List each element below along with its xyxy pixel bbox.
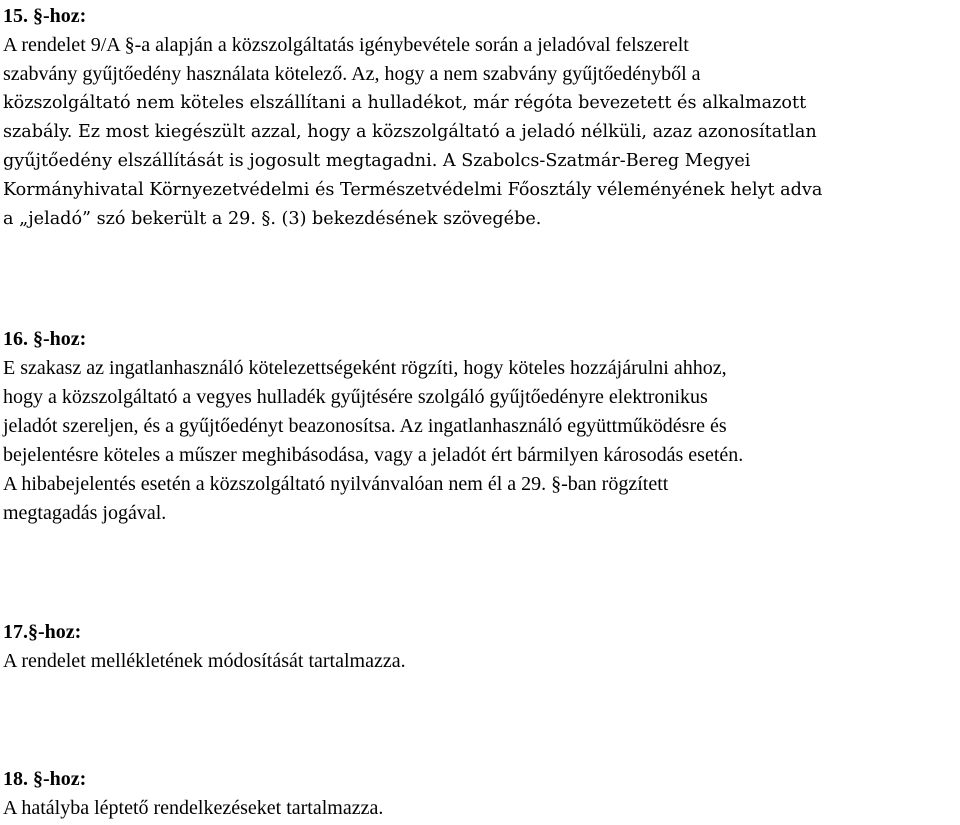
paragraph-line: A rendelet 9/A §-a alapján a közszolgáltatás igénybevétele során a jeladóval felszerelt <box>3 34 689 56</box>
section-heading: 17.§-hoz: <box>3 621 82 643</box>
paragraph-line: hogy a közszolgáltató a vegyes hulladék gyűjtésére szolgáló gyűjtőedényre elektronikus <box>3 386 708 408</box>
paragraph-line: E szakasz az ingatlanhasználó kötelezettségeként rögzíti, hogy köteles hozzájárulni ahhoz, <box>3 357 727 379</box>
section-heading: 18. §-hoz: <box>3 768 87 790</box>
paragraph-line: A rendelet mellékletének módosítását tartalmazza. <box>3 650 406 672</box>
paragraph-line: Kormányhivatal Környezetvédelmi és Természetvédelmi Főosztály véleményének helyt adva <box>3 180 823 200</box>
paragraph-line: A hibabejelentés esetén a közszolgáltató nyilvánvalóan nem él a 29. §-ban rögzített <box>3 473 669 495</box>
paragraph-line: gyűjtőedény elszállítását is jogosult megtagadni. A Szabolcs-Szatmár-Bereg Megyei <box>3 151 751 171</box>
paragraph-line: megtagadás jogával. <box>3 502 167 524</box>
paragraph-line: jeladót szereljen, és a gyűjtőedényt beazonosítsa. Az ingatlanhasználó együttműködésre és <box>3 415 727 437</box>
section-18 <box>3 765 955 823</box>
section-17 <box>3 618 955 676</box>
section-heading: 15. §-hoz: <box>3 5 87 27</box>
paragraph-line: szabály. Ez most kiegészült azzal, hogy a közszolgáltató a jeladó nélküli, azaz azonosítatlan <box>3 122 817 142</box>
section-heading: 16. §-hoz: <box>3 328 87 350</box>
section-16 <box>3 325 955 528</box>
paragraph-line: A hatályba léptető rendelkezéseket tartalmazza. <box>3 797 384 819</box>
paragraph-line: bejelentésre köteles a műszer meghibásodása, vagy a jeladót ért bármilyen károsodás esetén. <box>3 444 744 466</box>
paragraph-line: közszolgáltató nem köteles elszállítani a hulladékot, már régóta bevezetett és alkalmazott <box>3 93 807 113</box>
paragraph-line: szabvány gyűjtőedény használata kötelező. Az, hogy a nem szabvány gyűjtőedényből a <box>3 63 701 85</box>
paragraph-line: a „jeladó” szó bekerült a 29. §. (3) bekezdésének szövegébe. <box>3 209 542 229</box>
section-15 <box>3 2 955 234</box>
